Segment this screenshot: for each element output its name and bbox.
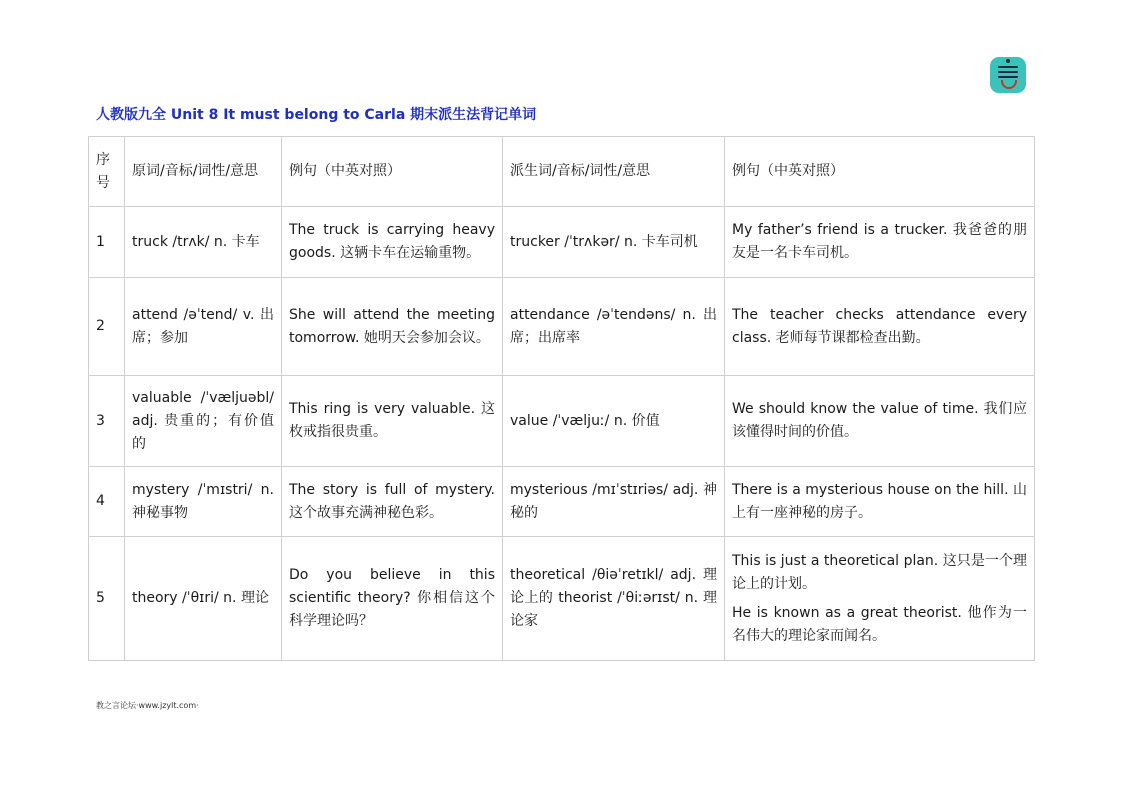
logo-dot — [1006, 59, 1010, 63]
example-cell: The story is full of mystery. 这个故事充满神秘色彩。 — [282, 467, 503, 537]
derived-word-cell: theoretical /θiəˈretɪkl/ adj. 理论上的 theorist /ˈθiːərɪst/ n. 理论家 — [503, 537, 725, 661]
header-derived: 派生词/音标/词性/意思 — [503, 137, 725, 207]
derived-example-cell — [725, 376, 1035, 467]
table-row — [89, 207, 1035, 278]
example-cell: Do you believe in this scientific theory? 你相信这个科学理论吗？ — [282, 537, 503, 661]
word-cell: valuable /ˈvæljuəbl/ adj. 贵重的；有价值的 — [125, 376, 282, 467]
vocabulary-table — [88, 136, 1035, 661]
logo-bar — [998, 71, 1018, 73]
example-sentence: My father’s friend is a trucker. 我爸爸的朋友是一名卡车司机。 — [732, 222, 1027, 261]
derived-word-cell: trucker /ˈtrʌkər/ n. 卡车司机 — [503, 207, 725, 278]
page-footer: 教之言论坛·www.jzylt.com· — [96, 701, 199, 710]
derived-word-cell: value /ˈvæljuː/ n. 价值 — [503, 376, 725, 467]
logo-bar — [998, 66, 1018, 68]
derived-example-cell — [725, 537, 1035, 661]
logo-icon — [990, 57, 1026, 93]
logo-bar — [998, 76, 1018, 78]
derived-word-cell: mysterious /mɪˈstɪriəs/ adj. 神秘的 — [503, 467, 725, 537]
row-number: 1 — [89, 207, 125, 278]
example-sentence: He is known as a great theorist. 他作为一名伟大的理论家而闻名。 — [732, 604, 1027, 644]
row-number: 3 — [89, 376, 125, 467]
word-cell: attend /əˈtend/ v. 出席；参加 — [125, 278, 282, 376]
row-number: 4 — [89, 467, 125, 537]
table-row — [89, 376, 1035, 467]
example-cell: The truck is carrying heavy goods. 这辆卡车在运输重物。 — [282, 207, 503, 278]
word-cell: mystery /ˈmɪstri/ n. 神秘事物 — [125, 467, 282, 537]
header-word: 原词/音标/词性/意思 — [125, 137, 282, 207]
example-sentence: The teacher checks attendance every class. 老师每节课都检查出勤。 — [732, 306, 1027, 346]
example-cell: This ring is very valuable. 这枚戒指很贵重。 — [282, 376, 503, 467]
table-row — [89, 278, 1035, 376]
derived-example-cell — [725, 467, 1035, 537]
table-row — [89, 467, 1035, 537]
derived-example-cell — [725, 278, 1035, 376]
row-number: 5 — [89, 537, 125, 661]
header-row — [89, 137, 1035, 207]
header-number: 序号 — [89, 137, 125, 207]
example-sentence: This is just a theoretical plan. 这只是一个理论上的计划。 — [732, 552, 1027, 592]
logo-smile — [1001, 80, 1017, 89]
example-cell: She will attend the meeting tomorrow. 她明天会参加会议。 — [282, 278, 503, 376]
example-sentence: We should know the value of time. 我们应该懂得时间的价值。 — [732, 401, 1027, 440]
document-title: 人教版九全 Unit 8 It must belong to Carla 期末派生法背记单词 — [96, 107, 537, 123]
derived-example-cell — [725, 207, 1035, 278]
word-cell: theory /ˈθɪri/ n. 理论 — [125, 537, 282, 661]
header-example: 例句（中英对照） — [282, 137, 503, 207]
example-sentence: There is a mysterious house on the hill. 山上有一座神秘的房子。 — [732, 481, 1027, 521]
row-number: 2 — [89, 278, 125, 376]
word-cell: truck /trʌk/ n. 卡车 — [125, 207, 282, 278]
derived-word-cell: attendance /əˈtendəns/ n. 出席；出席率 — [503, 278, 725, 376]
table-row — [89, 537, 1035, 661]
header-derived-example: 例句（中英对照） — [725, 137, 1035, 207]
